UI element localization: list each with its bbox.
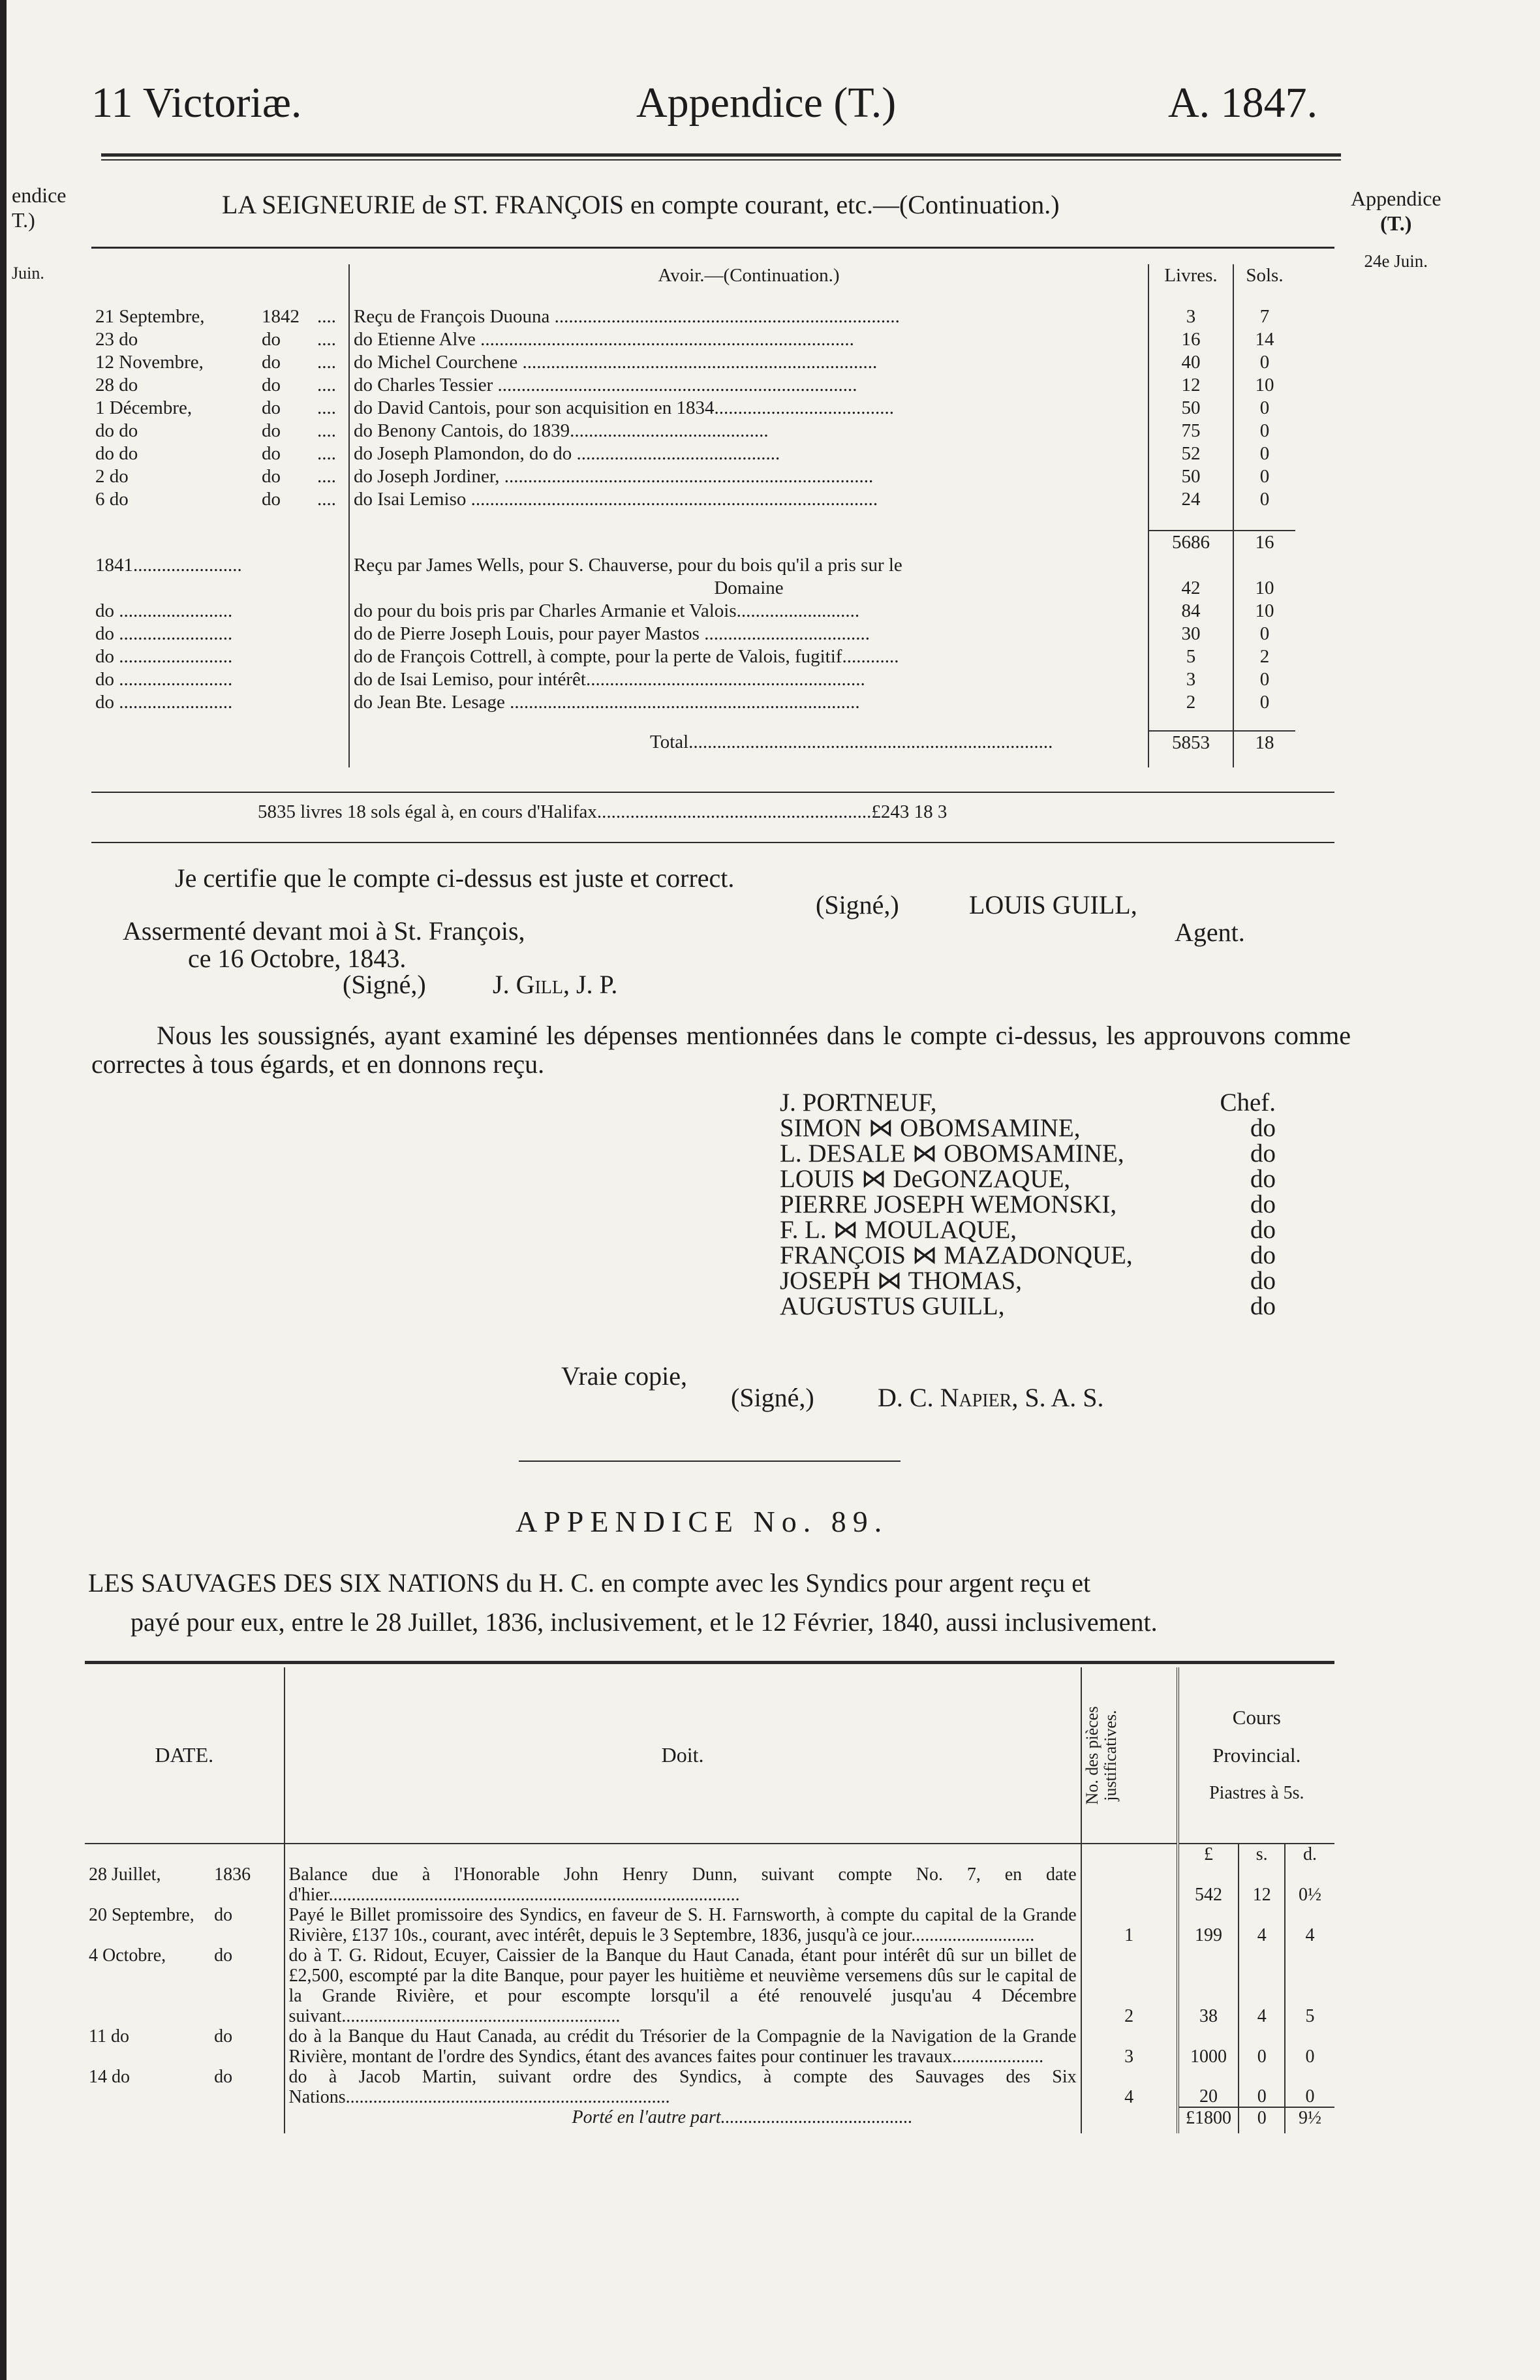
title-rule xyxy=(91,247,1334,249)
table-row: 14 do do do à Jacob Martin, suivant ordre des Syndics, à compte des Sauvages des Six Nations....................................................................... 4 20 0 0 xyxy=(85,2067,1334,2107)
table-row: 28 do do .... do Charles Tessier ............................................................................ 12 10 xyxy=(91,374,1295,397)
sworn-date: ce 16 Octobre, 1843. xyxy=(188,944,407,973)
col-provincial: Provincial. xyxy=(1212,1743,1301,1767)
col-doit: Doit. xyxy=(285,1667,1081,1844)
appendix-89-subtitle-2: payé pour eux, entre le 28 Juillet, 1836, inclusivement, et le 12 Février, 1840, aussi inclusivement. xyxy=(131,1607,1158,1637)
chief-row: SIMON ⋈ OBOMSAMINE, do xyxy=(780,1114,1276,1142)
true-copy-name: D. C. Napier, S. A. S. xyxy=(878,1383,1104,1412)
avoir-heading: Avoir.—(Continuation.) xyxy=(349,264,1148,287)
section-divider xyxy=(519,1460,901,1462)
header-left: 11 Victoriæ. xyxy=(91,79,302,127)
col-date: DATE. xyxy=(155,1743,214,1767)
table-row: do ........................ do pour du bois pris par Charles Armanie et Valois.......................... 84 10 xyxy=(91,600,1295,623)
table-row: do ........................ do de François Cottrell, à compte, pour la perte de Valois, fugitif............ 5 2 xyxy=(91,645,1295,668)
header-center: Appendice (T.) xyxy=(636,79,897,127)
chief-row: LOUIS ⋈ DeGONZAQUE, do xyxy=(780,1165,1276,1193)
seigneurie-title: LA SEIGNEURIE de ST. FRANÇOIS en compte courant, etc.—(Continuation.) xyxy=(222,190,1060,219)
signer-role-1: Agent. xyxy=(1175,918,1245,947)
signe-2: (Signé,) xyxy=(343,970,426,999)
chief-row: F. L. ⋈ MOULAQUE, do xyxy=(780,1216,1276,1244)
binding-edge xyxy=(0,0,7,2380)
signe-1: (Signé,) xyxy=(816,890,899,920)
table-row: 21 Septembre, 1842 .... Reçu de François Duouna ......................................................................... 3 7 xyxy=(91,305,1295,328)
appendix-89-subtitle-1: LES SAUVAGES DES SIX NATIONS du H. C. en compte avec les Syndics pour argent reçu et xyxy=(88,1568,1091,1598)
chief-row: FRANÇOIS ⋈ MAZADONQUE, do xyxy=(780,1241,1276,1269)
header-rule-thin xyxy=(101,159,1341,161)
table-row: do ........................ do de Pierre Joseph Louis, pour payer Mastos ................................... 30 0 xyxy=(91,623,1295,645)
table-row: 4 Octobre, do do à T. G. Ridout, Ecuyer, Caissier de la Banque du Haut Canada, étant pour intérêt dû sur un billet de £2,500, escompté par la dite Banque, pour payer les huitième et neuvième versemens dûs sur le capital de la Grande Rivière, et pour escompte lorsqu'il a été renouvelé jusqu'au 4 Décembre suivant............................................................. 2 38 4 5 xyxy=(85,1945,1334,2026)
margin-note-left: endice T.) Juin. xyxy=(12,183,67,283)
total-row: Total............................................................................. 5853 18 xyxy=(91,731,1295,754)
certification-line: Je certifie que le compte ci-dessus est juste et correct. xyxy=(175,863,735,893)
table-row: do do do .... do Joseph Plamondon, do do ........................................... 52 0 xyxy=(91,442,1295,465)
six-nations-account-table xyxy=(85,1667,1334,2133)
col-cours: Cours xyxy=(1232,1705,1281,1729)
signer-name-1: LOUIS GUILL, xyxy=(969,890,1137,920)
chief-row: L. DESALE ⋈ OBOMSAMINE, do xyxy=(780,1139,1276,1167)
account-header-row xyxy=(91,264,1295,287)
seigneurie-account-table xyxy=(91,264,1295,767)
chief-row: AUGUSTUS GUILL, do xyxy=(780,1292,1276,1320)
true-copy-signe: (Signé,) xyxy=(731,1383,814,1412)
six-nations-top-rule xyxy=(85,1661,1334,1664)
chief-row: JOSEPH ⋈ THOMAS, do xyxy=(780,1267,1276,1295)
col-s: s. xyxy=(1239,1844,1285,1864)
col-d: d. xyxy=(1285,1844,1334,1864)
sworn-line: Assermenté devant moi à St. François, xyxy=(123,916,525,946)
margin-note-right: Appendice (T.) 24e Juin. xyxy=(1351,187,1441,271)
table-row: 23 do do .... do Etienne Alve ............................................................................... 16 14 xyxy=(91,328,1295,351)
table-row: 12 Novembre, do .... do Michel Courchene ........................................................................... 40 0 xyxy=(91,351,1295,374)
chief-row: PIERRE JOSEPH WEMONSKI, do xyxy=(780,1190,1276,1218)
table-row: do do do .... do Benony Cantois, do 1839.......................................... 75 0 xyxy=(91,420,1295,442)
equivalence-line: 5835 livres 18 sols égal à, en cours d'Halifax..........................................................£243 18 3 xyxy=(258,801,947,822)
col-sols: Sols. xyxy=(1233,264,1295,287)
col-livres: Livres. xyxy=(1148,264,1233,287)
header-right: A. 1847. xyxy=(1168,79,1318,127)
six-nations-header-row xyxy=(85,1667,1334,1844)
justice-name: J. Gill, J. P. xyxy=(493,970,618,999)
table-row: do ........................ do Jean Bte. Lesage .......................................................................... 2 0 xyxy=(91,691,1295,714)
carried-forward-row: Porté en l'autre part.......................................... £1800 0 9½ xyxy=(85,2107,1334,2133)
equivalence-rule xyxy=(91,842,1334,843)
table-row: 1841....................... Reçu par James Wells, pour S. Chauverse, pour du bois qu'il a pris sur le xyxy=(91,554,1295,577)
chief-row: J. PORTNEUF, Chef. xyxy=(780,1089,1276,1117)
true-copy-label: Vraie copie, xyxy=(561,1361,688,1391)
table-row: 2 do do .... do Joseph Jordiner, .............................................................................. 50 0 xyxy=(91,465,1295,488)
subtotal-row: 5686 16 xyxy=(91,531,1295,554)
account-bottom-rule xyxy=(91,792,1334,793)
table-row: 11 do do do à la Banque du Haut Canada, au crédit du Trésorier de la Compagnie de la Navigation de la Grande Rivière, montant de l'ordre des Syndics, étant des avances faites pour continuer les travaux.................... 3 1000 0 0 xyxy=(85,2026,1334,2067)
table-row: Domaine 42 10 xyxy=(91,577,1295,600)
header-rule xyxy=(101,153,1341,157)
approval-paragraph: Nous les soussignés, ayant examiné les dépenses mentionnées dans le compte ci-dessus, les approuvons comme correctes à tous égards, et en donnons reçu. xyxy=(91,1021,1351,1079)
table-row: 28 Juillet, 1836 Balance due à l'Honorable John Henry Dunn, suivant compte No. 7, en date d'hier.......................................................................................... 542 12 0½ xyxy=(85,1864,1334,1905)
table-row: 20 Septembre, do Payé le Billet promissoire des Syndics, en faveur de S. H. Farnsworth, à compte du capital de la Grande Rivière, £137 10s., courant, avec intérêt, depuis le 3 Septembre, 1836, jusqu'à ce jour........................... 1 199 4 4 xyxy=(85,1905,1334,1945)
table-row: 6 do do .... do Isai Lemiso ...................................................................................... 24 0 xyxy=(91,488,1295,511)
appendix-89-title: APPENDICE No. 89. xyxy=(516,1505,889,1538)
col-pound: £ xyxy=(1178,1844,1239,1864)
chiefs-signatures xyxy=(780,1090,1276,1319)
col-pieces: No. des pièces justificatives. xyxy=(1082,1706,1120,1804)
table-row: 1 Décembre, do .... do David Cantois, pour son acquisition en 1834...................................... 50 0 xyxy=(91,397,1295,420)
table-row: do ........................ do de Isai Lemiso, pour intérêt........................................................... 3 0 xyxy=(91,668,1295,691)
col-piastres: Piastres à 5s. xyxy=(1209,1782,1304,1803)
